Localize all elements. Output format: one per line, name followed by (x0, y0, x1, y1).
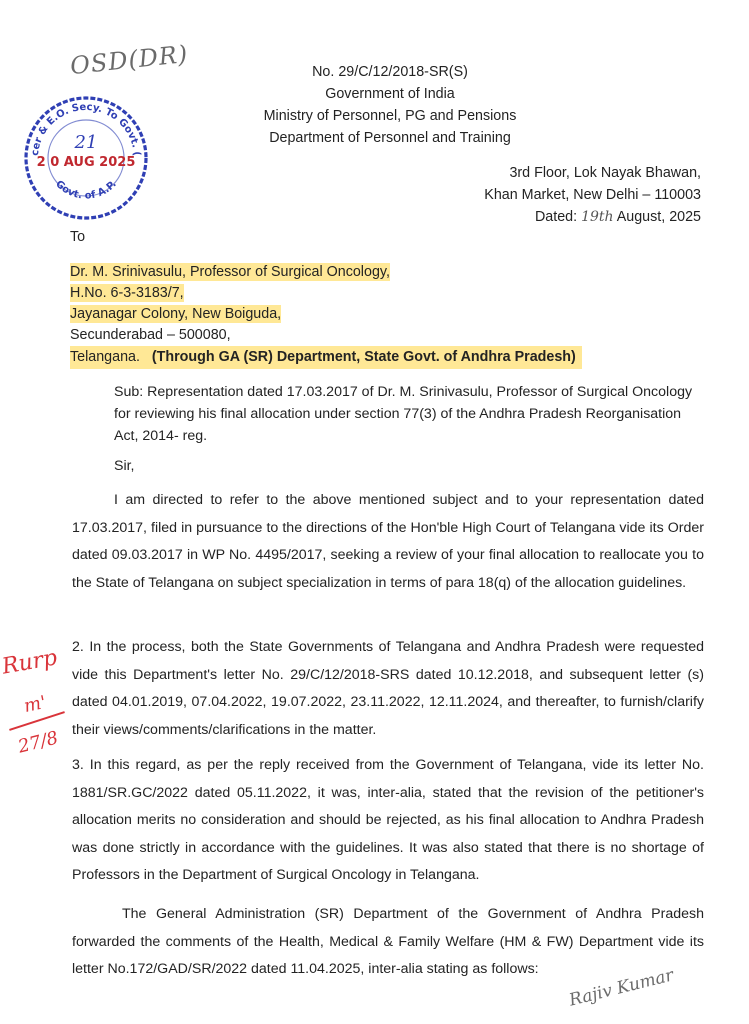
paragraph-2: 2. In the process, both the State Governments of Telangana and Andhra Pradesh were requested vide this Department's letter No. 29/C/12/2018-SRS dated 10.12.2018, and subsequent letter (s) dated 04.01.2019, 07.04.2022, 19.07.2022, 23.11.2022, 12.11.2024, and thereafter, to furnish/clarify their views/comments/clarifications in the matter. (72, 639, 704, 738)
stamp-number: 21 (74, 132, 98, 153)
letter-header (190, 61, 590, 149)
margin-note-osd: OSD(DR) (68, 39, 190, 81)
government-line: Government of India (325, 86, 455, 102)
dated-label: Dated: (534, 209, 578, 225)
address-line-1: 3rd Floor, Lok Nayak Bhawan, (509, 165, 701, 181)
recipient-line-2: H.No. 6-3-3183/7, (70, 285, 184, 301)
recipient-line-1: Dr. M. Srinivasulu, Professor of Surgical Oncology, (70, 264, 390, 280)
salutation: Sir, (114, 458, 135, 474)
dated-month-year: August, 2025 (616, 209, 701, 225)
recipient-line-3: Jayanagar Colony, New Boiguda, (70, 306, 282, 322)
recipient-line-4: Secunderabad – 500080, (70, 327, 231, 343)
stamp-top-text: cer & E.O. Secy. To Govt. ( (29, 101, 142, 157)
subject-line: Sub: Representation dated 17.03.2017 of Dr. M. Srinivasulu, Professor of Surgical Oncology for reviewing his final allocation under section 77(3) of the Andhra Pradesh Reorganisation Act, 2014- reg. (114, 384, 693, 444)
paragraph-3: 3. In this regard, as per the reply received from the Government of Telangana, vide its letter No. 1881/SR.GC/2022 dated 05.11.2022, it was, inter-alia, stated that the revision of the petitioner's allocation merits no consideration and should be rejected, as his final allocation to Andhra Pradesh was done strictly in accordance with the guidelines. It was also stated that there is no shortage of Professors in the Department of Surgical Oncology in Telangana. (72, 757, 704, 884)
margin-note-red-3: 27/8 (16, 727, 61, 758)
stamp-bottom-text: Govt. of A.P. (53, 178, 119, 202)
recipient-state: Telangana. (70, 349, 140, 365)
sender-address (484, 162, 701, 228)
margin-note-red-1: Rurp (0, 645, 60, 680)
stamp-seal-icon (20, 92, 152, 224)
dated-handwritten-day: 19th (581, 209, 614, 225)
file-number: No. 29/C/12/2018-SR(S) (312, 64, 468, 80)
paragraph-1: I am directed to refer to the above mentioned subject and to your representation dated 17.03.2017, filed in pursuance to the directions of the Hon'ble High Court of Telangana vide its Order dated 09.03.2017 in WP No. 4495/2017, seeking a review of your final allocation to reallocate you to the State of Telangana on subject specialization in terms of para 18(q) of the allocation guidelines. (72, 492, 704, 591)
ministry-line: Ministry of Personnel, PG and Pensions (263, 108, 517, 124)
recipient-block (70, 262, 582, 369)
signature: Rajiv Kumar (567, 965, 676, 1011)
to-label: To (70, 229, 86, 245)
paragraph-4: The General Administration (SR) Department of the Government of Andhra Pradesh forwarded the comments of the Health, Medical & Family Welfare (HM & FW) Department vide its letter No.172/GAD/SR/2022 dated 11.04.2025, inter-alia stating as follows: (72, 906, 704, 978)
department-line: Department of Personnel and Training (269, 130, 511, 146)
received-stamp (20, 92, 152, 224)
margin-note-red-2: m' (22, 691, 48, 718)
dated-line (484, 206, 701, 228)
stamp-date: 2 0 AUG 2025 (36, 155, 136, 170)
address-line-2: Khan Market, New Delhi – 110003 (484, 187, 701, 203)
svg-text:Govt. of A.P. (53, 179, 119, 202)
recipient-routing: (Through GA (SR) Department, State Govt. of Andhra Pradesh) (151, 349, 576, 365)
